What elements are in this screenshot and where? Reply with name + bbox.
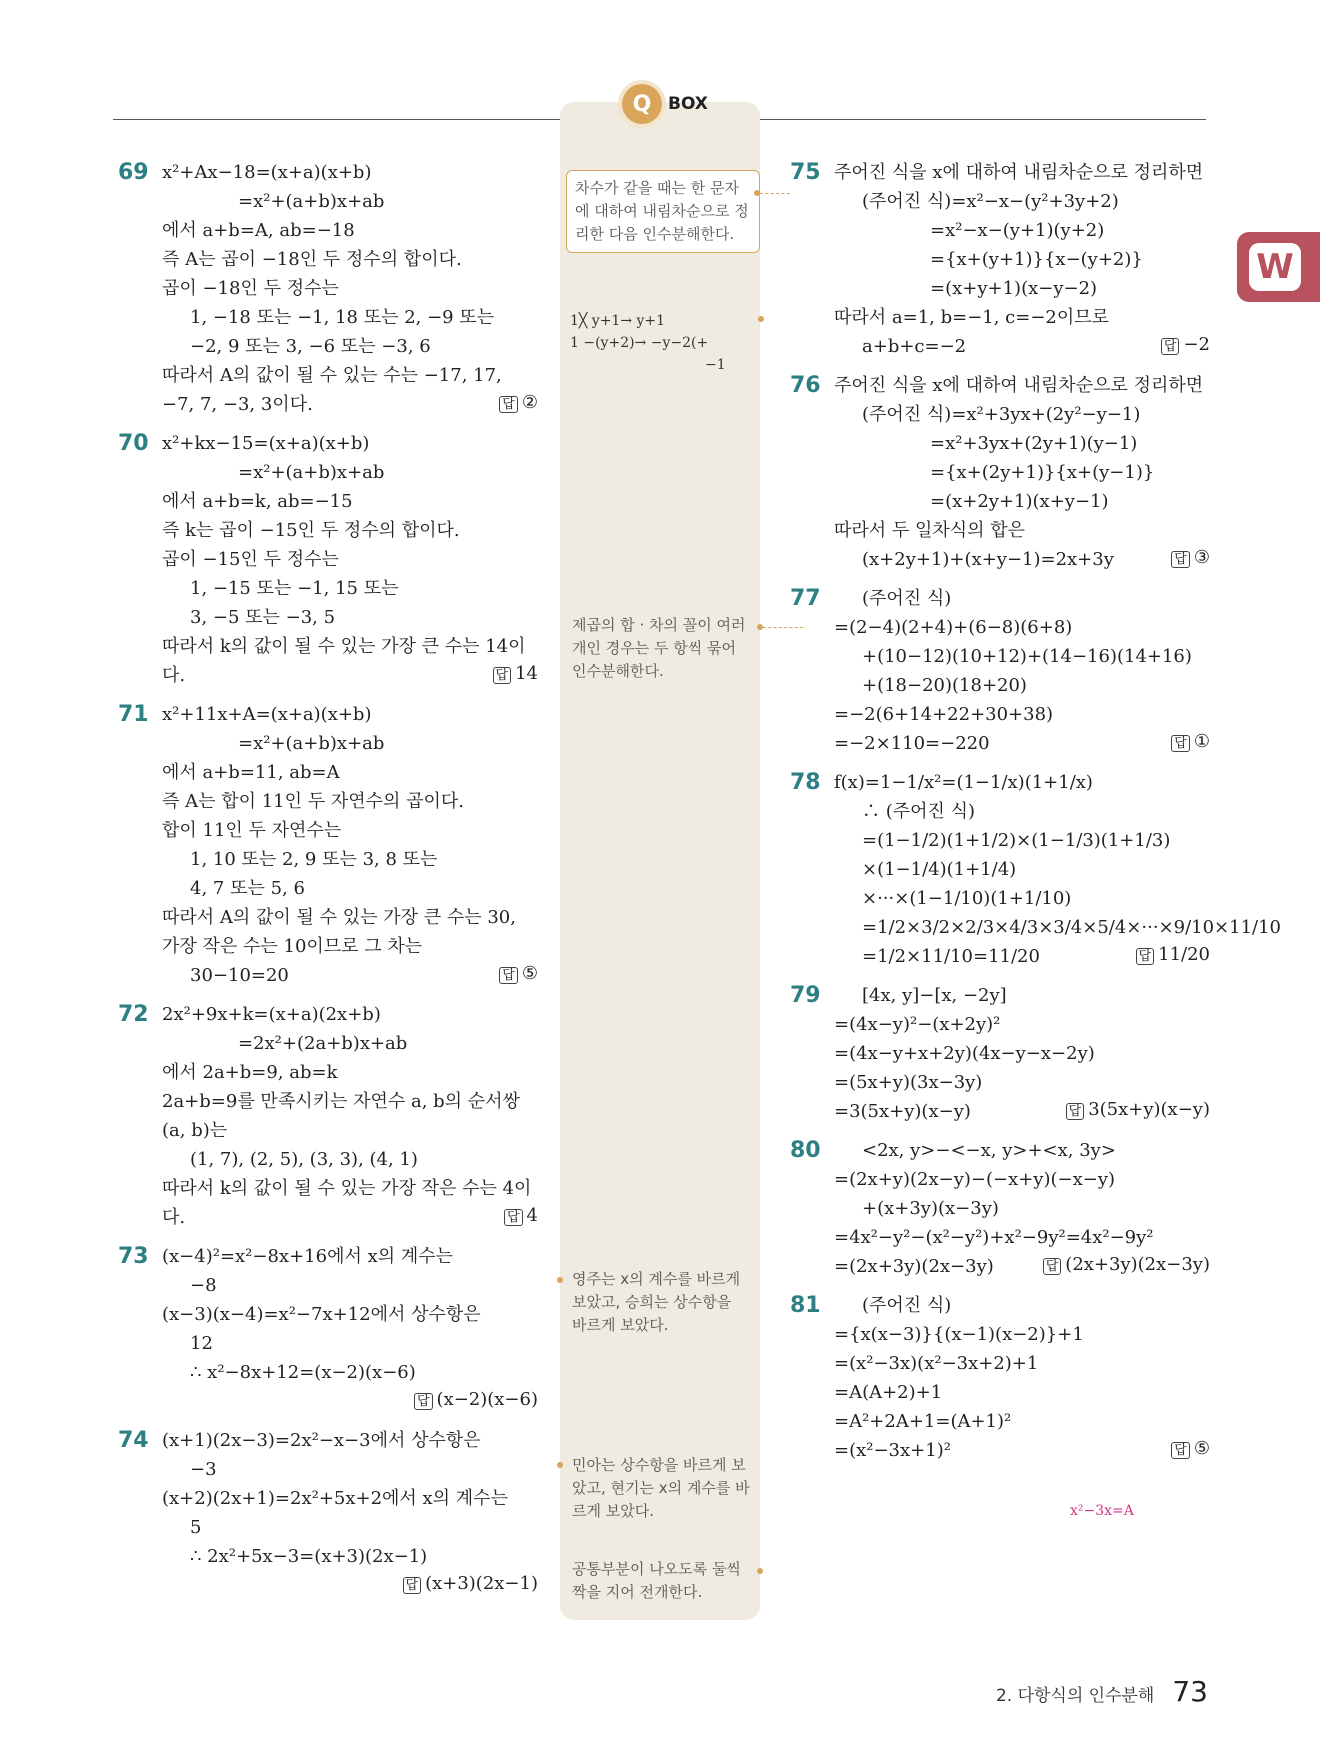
problem-74 [118,1426,538,1600]
note-74: 민아는 상수항을 바르게 보았고, 현기는 x의 계수를 바르게 보았다. [572,1456,750,1520]
note-81: 공통부분이 나오도록 둘씩 짝을 지어 전개한다. [572,1560,741,1601]
solution-line: x²+kx−15=(x+a)(x+b) [162,433,370,454]
problem-number: 81 [790,1293,821,1318]
problem-number: 72 [118,1002,149,1027]
solution-line: 2x²+9x+k=(x+a)(2x+b) [162,1004,381,1025]
answer-value: 3(5x+y)(x−y) [1088,1099,1210,1120]
problem-73 [118,1242,538,1416]
problem-71 [118,700,538,990]
answer-value: −2 [1183,334,1210,355]
answer [504,1201,538,1232]
solution-line: 4, 7 또는 5, 6 [190,878,305,899]
problem-81 [790,1291,1210,1465]
solution-line: 에서 a+b=A, ab=−18 [162,220,355,241]
solution-line: =(x²−3x)(x²−3x+2)+1 [834,1353,1039,1374]
answer-mark-icon: 답 [1161,338,1180,355]
answer-mark-icon: 답 [414,1393,433,1410]
substitution-note: x²−3x=A [1070,1503,1134,1519]
note-77: 제곱의 합 · 차의 꼴이 여러 개인 경우는 두 항씩 묶어 인수분해한다. [572,616,746,680]
note-connector [763,627,803,628]
solution-line: 다. [162,1207,186,1228]
qbox-header [622,84,708,124]
answer-value: ⑤ [1193,1438,1210,1459]
problem-78 [790,768,1282,971]
problem-number: 74 [118,1428,149,1453]
problem-70 [118,429,538,690]
solution-line: 즉 A는 합이 11인 두 자연수의 곱이다. [162,791,464,812]
solution-line: 합이 11인 두 자연수는 [162,820,342,841]
cross-row-3: −1 [705,357,726,373]
problem-number: 80 [790,1138,821,1163]
answer [499,959,538,990]
problem-number: 71 [118,702,149,727]
solution-line: 주어진 식을 x에 대하여 내림차순으로 정리하면 [834,162,1204,183]
chapter-title: 2. 다항식의 인수분해 [995,1686,1155,1706]
solution-line: 곱이 −18인 두 정수는 [162,278,339,299]
solution-line: =(2−4)(2+4)+(6−8)(6+8) [834,617,1073,638]
answer [1136,940,1210,971]
solution-line: (x−4)²=x²−8x+16에서 x의 계수는 [162,1246,453,1267]
solution-line: =x²−x−(y+1)(y+2) [930,220,1105,241]
answer [493,659,538,690]
solution-line: x²+11x+A=(x+a)(x+b) [162,704,372,725]
answer-mark-icon: 답 [493,667,512,684]
solution-line: 에서 a+b=k, ab=−15 [162,491,353,512]
solution-line: =1/2×3/2×2/3×4/3×3/4×5/4×···×9/10×11/10 [862,917,1282,938]
answer-value: (2x+3y)(2x−3y) [1065,1254,1210,1275]
answer-mark-icon: 답 [1136,948,1155,965]
problem-number: 77 [790,586,821,611]
solution-line: 따라서 A의 값이 될 수 있는 가장 큰 수는 30, [162,907,516,928]
solution-line: ∴ 2x²+5x−3=(x+3)(2x−1) [190,1546,428,1567]
problem-number: 75 [790,160,821,185]
solution-line: ×···×(1−1/10)(1+1/10) [862,888,1072,909]
problem-number: 76 [790,373,821,398]
answer-value: ⑤ [521,963,538,984]
solution-line: 주어진 식을 x에 대하여 내림차순으로 정리하면 [834,375,1204,396]
solution-line: ∴ x²−8x+12=(x−2)(x−6) [190,1362,416,1383]
solution-line: 즉 A는 곱이 −18인 두 정수의 합이다. [162,249,462,270]
solution-line: 5 [190,1517,202,1538]
note-dot [557,1462,563,1468]
solution-line: =x²+(a+b)x+ab [238,191,385,212]
solution-line: =A(A+2)+1 [834,1382,943,1403]
solution-line: 따라서 두 일차식의 합은 [834,520,1026,541]
answer-mark-icon: 답 [1171,1442,1190,1459]
solution-line: f(x)=1−1/x²=(1−1/x)(1+1/x) [834,772,1093,793]
answer-mark-icon: 답 [499,396,518,413]
solution-line: +(18−20)(18+20) [862,675,1027,696]
solution-line: +(10−12)(10+12)+(14−16)(14+16) [862,646,1192,667]
solution-line: =−2(6+14+22+30+38) [834,704,1054,725]
solution-line: =A²+2A+1=(A+1)² [834,1411,1012,1432]
page-number: 73 [1172,1675,1208,1708]
solution-line: =4x²−y²−(x²−y²)+x²−9y²=4x²−9y² [834,1227,1154,1248]
answer [1171,1434,1210,1465]
solution-line: 따라서 k의 값이 될 수 있는 가장 작은 수는 4이 [162,1178,532,1199]
solution-line: 1, 10 또는 2, 9 또는 3, 8 또는 [190,849,438,870]
footer [996,1675,1208,1708]
answer-value: 11/20 [1158,944,1210,965]
problem-76 [790,371,1210,574]
answer [1171,543,1210,574]
solution-line: (1, 7), (2, 5), (3, 3), (4, 1) [190,1149,418,1170]
answer-value: 14 [515,663,538,684]
solution-line: −7, 7, −3, 3이다. [162,394,313,415]
answer-mark-icon: 답 [1066,1103,1085,1120]
solution-line: =(2x+y)(2x−y)−(−x+y)(−x−y) [834,1169,1116,1190]
problem-number: 73 [118,1244,149,1269]
solution-line: =(x²−3x+1)² [834,1440,951,1461]
left-column [118,158,538,1610]
solution-line: =(2x+3y)(2x−3y) [834,1256,994,1277]
solution-line: 3, −5 또는 −3, 5 [190,607,336,628]
solution-line: +(x+3y)(x−3y) [862,1198,999,1219]
solution-line: =(5x+y)(3x−3y) [834,1072,983,1093]
solution-line: 곱이 −15인 두 정수는 [162,549,339,570]
answer [414,1385,538,1416]
solution-line: 30−10=20 [190,965,289,986]
answer-value: (x+3)(2x−1) [425,1573,538,1594]
right-column [790,158,1282,1475]
cross-multiplication [570,310,726,376]
solution-line: =x²+(a+b)x+ab [238,462,385,483]
problem-80 [790,1136,1210,1281]
solution-line: 따라서 a=1, b=−1, c=−2이므로 [834,307,1110,328]
solution-line: =(4x−y)²−(x+2y)² [834,1014,1001,1035]
qbox-label: BOX [668,94,708,114]
problem-72 [118,1000,538,1232]
answer [1066,1095,1210,1126]
w-logo-icon: W [1249,243,1301,291]
solution-line: =x²+(a+b)x+ab [238,733,385,754]
solution-line: a+b+c=−2 [862,336,967,357]
problem-75 [790,158,1210,361]
solution-line: (주어진 식)=x²+3yx+(2y²−y−1) [862,404,1141,425]
solution-line: (주어진 식)=x²−x−(y²+3y+2) [862,191,1119,212]
solution-line: ×(1−1/4)(1+1/4) [862,859,1017,880]
solution-line: 1, −15 또는 −1, 15 또는 [190,578,399,599]
solution-line: =2x²+(2a+b)x+ab [238,1033,408,1054]
problem-77 [790,584,1210,758]
solution-line: 에서 a+b=11, ab=A [162,762,340,783]
answer-mark-icon: 답 [504,1209,523,1226]
answer [499,388,538,419]
solution-line: <2x, y>−<−x, y>+<x, 3y> [862,1140,1116,1161]
answer-mark-icon: 답 [1171,735,1190,752]
solution-line: =(x+2y+1)(x+y−1) [930,491,1109,512]
note-75: 차수가 같을 때는 한 문자에 대하여 내림차순으로 정리한 다음 인수분해한다. [566,170,760,253]
cross-row-1: 1╳ y+1→ y+1 [570,313,666,329]
solution-line: 1, −18 또는 −1, 18 또는 2, −9 또는 [190,307,495,328]
solution-line: =(4x−y+x+2y)(4x−y−x−2y) [834,1043,1095,1064]
answer-mark-icon: 답 [1171,551,1190,568]
solution-line: (x+2)(2x+1)=2x²+5x+2에서 x의 계수는 [162,1488,508,1509]
solution-line: =x²+3yx+(2y+1)(y−1) [930,433,1138,454]
solution-line: =1/2×11/10=11/20 [862,946,1040,967]
solution-line: x²+Ax−18=(x+a)(x+b) [162,162,372,183]
solution-line: [4x, y]−[x, −2y] [862,985,1007,1006]
answer-value: ③ [1193,547,1210,568]
solution-line: =−2×110=−220 [834,733,990,754]
solution-line: =3(5x+y)(x−y) [834,1101,971,1122]
qbox-badge: Q [622,84,662,124]
answer [1171,727,1210,758]
answer [1043,1250,1210,1281]
solution-line: ={x(x−3)}{(x−1)(x−2)}+1 [834,1324,1084,1345]
answer-value: 4 [526,1205,538,1226]
solution-line: 12 [190,1333,213,1354]
solution-line: (주어진 식) [862,1295,952,1316]
solution-line: (x+2y+1)+(x+y−1)=2x+3y [862,549,1114,570]
problem-69 [118,158,538,419]
note-73: 영주는 x의 계수를 바르게 보았고, 승희는 상수항을 바르게 보았다. [572,1270,741,1334]
solution-line: 2a+b=9를 만족시키는 자연수 a, b의 순서쌍 [162,1091,520,1112]
solution-line: 다. [162,665,186,686]
problem-79 [790,981,1210,1126]
answer-value: ① [1193,731,1210,752]
solution-line: 가장 작은 수는 10이므로 그 차는 [162,936,423,957]
solution-line: 에서 2a+b=9, ab=k [162,1062,338,1083]
solution-line: ={x+(2y+1)}{x+(y−1)} [930,462,1155,483]
note-dot [557,1277,563,1283]
note-connector [760,193,790,194]
solution-line: (주어진 식) [862,588,952,609]
answer [1161,330,1210,361]
solution-line: (x+1)(2x−3)=2x²−x−3에서 상수항은 [162,1430,481,1451]
problem-number: 78 [790,770,821,795]
answer-mark-icon: 답 [499,967,518,984]
solution-line: (x−3)(x−4)=x²−7x+12에서 상수항은 [162,1304,481,1325]
problem-number: 70 [118,431,149,456]
solution-line: =(1−1/2)(1+1/2)×(1−1/3)(1+1/3) [862,830,1171,851]
solution-line: (a, b)는 [162,1120,228,1141]
solution-line: −3 [190,1459,217,1480]
answer [403,1569,538,1600]
answer-value: (x−2)(x−6) [436,1389,538,1410]
solution-line: −2, 9 또는 3, −6 또는 −3, 6 [190,336,431,357]
problem-number: 69 [118,160,149,185]
solution-line: −8 [190,1275,217,1296]
note-dot [757,1568,763,1574]
solution-line: =(x+y+1)(x−y−2) [930,278,1098,299]
answer-value: ② [521,392,538,413]
answer-mark-icon: 답 [1043,1258,1062,1275]
cross-row-2: 1 −(y+2)→ −y−2(+ [570,335,709,351]
solution-line: 따라서 k의 값이 될 수 있는 가장 큰 수는 14이 [162,636,526,657]
answer-mark-icon: 답 [403,1577,422,1594]
solution-line: ={x+(y+1)}{x−(y+2)} [930,249,1143,270]
problem-number: 79 [790,983,821,1008]
solution-line: 따라서 A의 값이 될 수 있는 수는 −17, 17, [162,365,502,386]
solution-line: ∴ (주어진 식) [862,801,976,822]
note-dot [758,316,764,322]
solution-line: 즉 k는 곱이 −15인 두 정수의 합이다. [162,520,460,541]
